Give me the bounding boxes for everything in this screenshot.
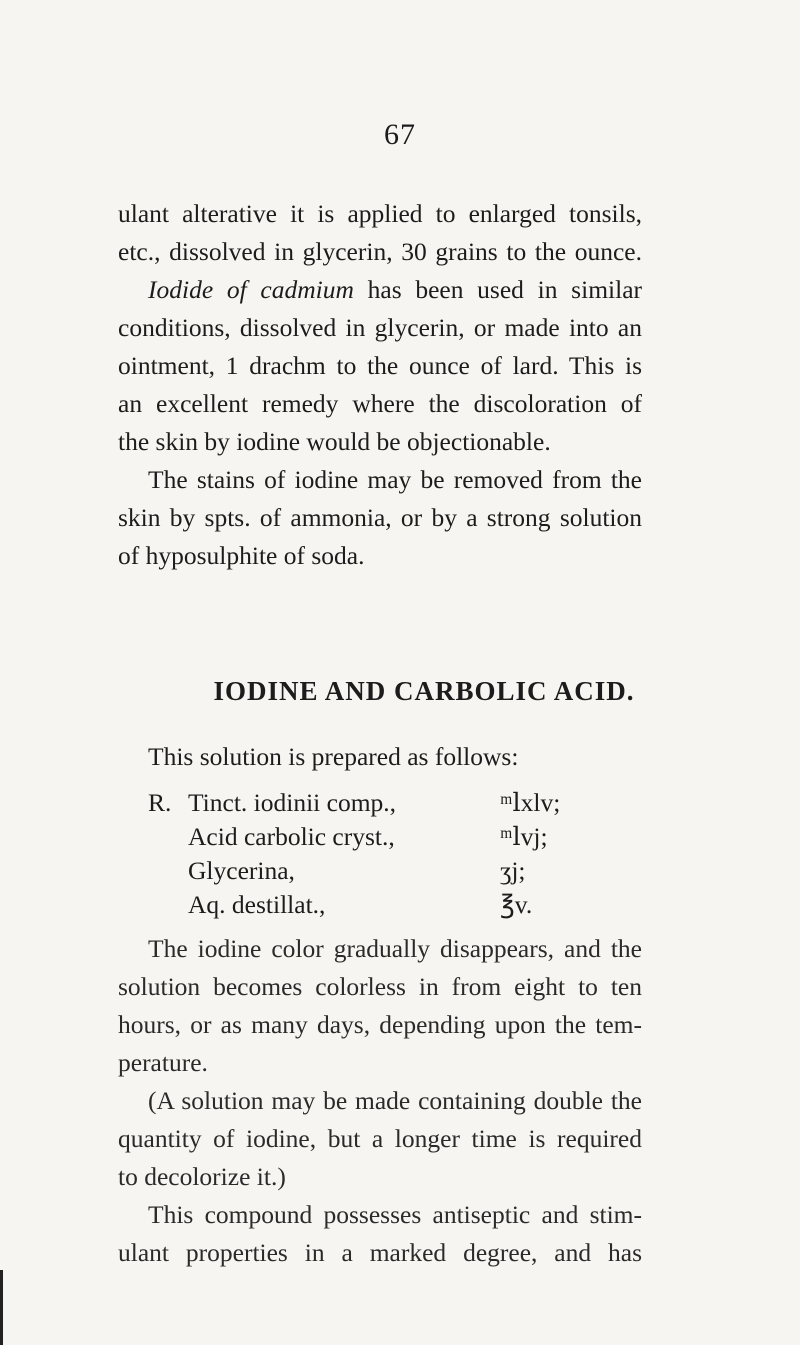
prescription-ingredient: Aq. destillat., bbox=[188, 890, 326, 919]
text-line: etc., dissolved in glycerin, 30 grains to the ounce. bbox=[118, 237, 642, 266]
text-line: skin by spts. of ammonia, or by a strong solution bbox=[118, 503, 642, 532]
intro-line: This solution is prepared as follows: bbox=[148, 742, 519, 771]
prescription-dose: ℥v. bbox=[500, 890, 533, 919]
prescription-ingredient: Glycerina, bbox=[188, 856, 295, 885]
text-line: the skin by iodine would be objectionable. bbox=[118, 427, 551, 456]
text-line: ointment, 1 drachm to the ounce of lard. This is bbox=[118, 351, 642, 380]
page-number: 67 bbox=[384, 118, 416, 151]
text-line: perature. bbox=[118, 1048, 208, 1077]
text-line bbox=[148, 273, 642, 307]
italic-term: Iodide of cadmium bbox=[148, 275, 354, 304]
text-line: to decolorize it.) bbox=[118, 1162, 286, 1191]
text-line: solution becomes colorless in from eight to ten bbox=[118, 972, 642, 1001]
text-line: quantity of iodine, but a longer time is required bbox=[118, 1124, 642, 1153]
prescription-ingredient: Tinct. iodinii comp., bbox=[188, 788, 397, 817]
text-line: ulant properties in a marked degree, and has bbox=[118, 1238, 642, 1267]
prescription-ingredient: Acid carbolic cryst., bbox=[188, 822, 395, 851]
text-line: of hyposulphite of soda. bbox=[118, 541, 365, 570]
text-line: ulant alterative it is applied to enlarged tonsils, bbox=[118, 199, 642, 228]
text-line: The iodine color gradually disappears, and the bbox=[148, 934, 642, 963]
text-line: (A solution may be made containing double the bbox=[148, 1086, 642, 1115]
recipe-symbol: R. bbox=[148, 788, 172, 817]
text-line: conditions, dissolved in glycerin, or made into an bbox=[118, 313, 642, 342]
text-line: The stains of iodine may be removed from the bbox=[148, 465, 642, 494]
text-line: an excellent remedy where the discoloration of bbox=[118, 389, 642, 418]
text-span: has been used in similar bbox=[353, 275, 643, 304]
page-edge-shadow bbox=[0, 1270, 3, 1345]
text-line: This compound possesses antiseptic and stim- bbox=[148, 1200, 642, 1229]
prescription-dose: ᵐⅼvj; bbox=[500, 822, 548, 851]
text-line: hours, or as many days, depending upon the tem- bbox=[118, 1010, 642, 1039]
prescription-dose: ʒj; bbox=[500, 856, 526, 885]
section-heading: IODINE AND CARBOLIC ACID. bbox=[213, 676, 635, 706]
prescription-dose: ᵐⅼxlv; bbox=[500, 788, 561, 817]
